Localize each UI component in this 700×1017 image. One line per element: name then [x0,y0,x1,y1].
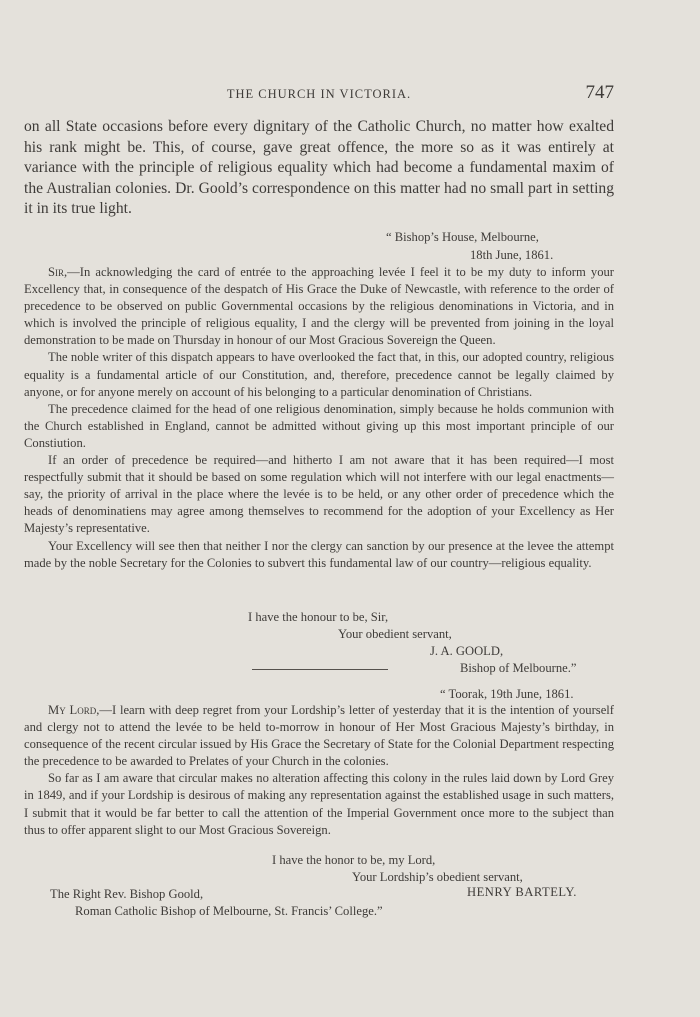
running-head: THE CHURCH IN VICTORIA. [226,87,412,101]
letter1-closing-servant: Your obedient servant, [338,627,452,641]
section-divider [252,669,388,670]
letter1-paragraph-text: —In acknowledging the card of entrée to the approaching levée I feel it to be my duty to inform your Excellency that, in consequence of the despatch of His Grace the Duke of Newcastle, with reference to the order of precedence to be observed on public Governmental occasions by the religious denominations in Victoria, and in which is involved the principle of religious equality, I and the clergy will be prevented from joining in the loyal demonstration to be made on Thursday in honour of our Most Gracious Sovereign the Queen. [24,265,614,348]
letter1-address-line1: “ Bishop’s House, Melbourne, [386,230,539,244]
letter2-body [24,702,614,839]
letter2-paragraph [24,702,614,770]
letter1-signature: J. A. GOOLD, [430,644,504,658]
letter2-address-date: “ Toorak, 19th June, 1861. [440,687,574,701]
letter2-closing: I have the honor to be, my Lord, [272,853,436,867]
intro-paragraph: on all State occasions before every dignitary of the Catholic Church, no matter how exalted his rank might be. This, of course, gave great offence, the more so as it was entirely at variance with the principle of religious equality which had become a fundamental maxim of the Australian colonies. Dr. Goold’s correspondence on this matter had no small part in setting it in its true light. [24,118,614,218]
letter1-salutation: Sir, [48,265,68,279]
letter2-closing-servant: Your Lordship’s obedient servant, [352,870,523,884]
letter1-signer-title: Bishop of Melbourne.” [460,661,577,675]
letter2-salutation: My Lord, [48,703,100,717]
letter1-date: 18th June, 1861. [470,248,554,262]
page-header [24,82,614,106]
page-number: 747 [585,82,614,103]
letter1-body [24,264,614,572]
letter2-addressee-line2: Roman Catholic Bishop of Melbourne, St. Francis’ College.” [75,904,383,918]
letter1-closing: I have the honour to be, Sir, [248,610,389,624]
letter2-addressee-line1: The Right Rev. Bishop Goold, [50,887,204,901]
letter1-paragraph: If an order of precedence be required—and hitherto I am not aware that it has been required—I most respectfully submit that it should be based on some regulation which will not interfere with our legal enactments—say, the priority of arrival in the place where the levée is to be held, or any other order of precedence which the heads of denominatiens may agree among themselves to recommend for the adoption of your Excellency as Her Majesty’s representative. [24,453,614,536]
letter1-paragraph: The noble writer of this dispatch appears to have overlooked the fact that, in this, our adopted country, religious equality is a fundamental article of our Constitution, and, therefore, precedence cannot be legally claimed by anyone, or for anyone merely on account of his belonging to a particular denomination of Christians. [24,350,614,399]
letter1-paragraph: Your Excellency will see then that neither I nor the clergy can sanction by our presence at the levee the attempt made by the noble Secretary for the Colonies to subvert this fundamental law of our country—religious equality. [24,538,614,570]
letter2-paragraph: So far as I am aware that circular makes no alteration affecting this colony in the rules laid down by Lord Grey in 1849, and if your Lordship is desirous of making any representation against the established usage in such matters, I submit that it would be far better to call the attention of the Imperial Government once more to the subject than thus to offer apparent slight to our Most Gracious Sovereign. [24,771,614,837]
letter1-paragraph [24,264,614,349]
letter2-paragraph-text: —I learn with deep regret from your Lordship’s letter of yesterday that it is the intention of yourself and clergy not to attend the levée to be held to-morrow in honour of Her Most Gracious Majesty’s birthday, in consequence of the recent circular issued by His Grace the Secretary of State for the Colonial Department respecting the precedence to be awarded to Prelates of your Church in the colonies. [24,703,614,769]
letter2-signature: HENRY BARTELY. [467,885,577,899]
letter1-paragraph: The precedence claimed for the head of one religious denomination, simply because he holds communion with the Church established in England, cannot be admitted without giving up this most important principle of our Constiution. [24,401,614,450]
